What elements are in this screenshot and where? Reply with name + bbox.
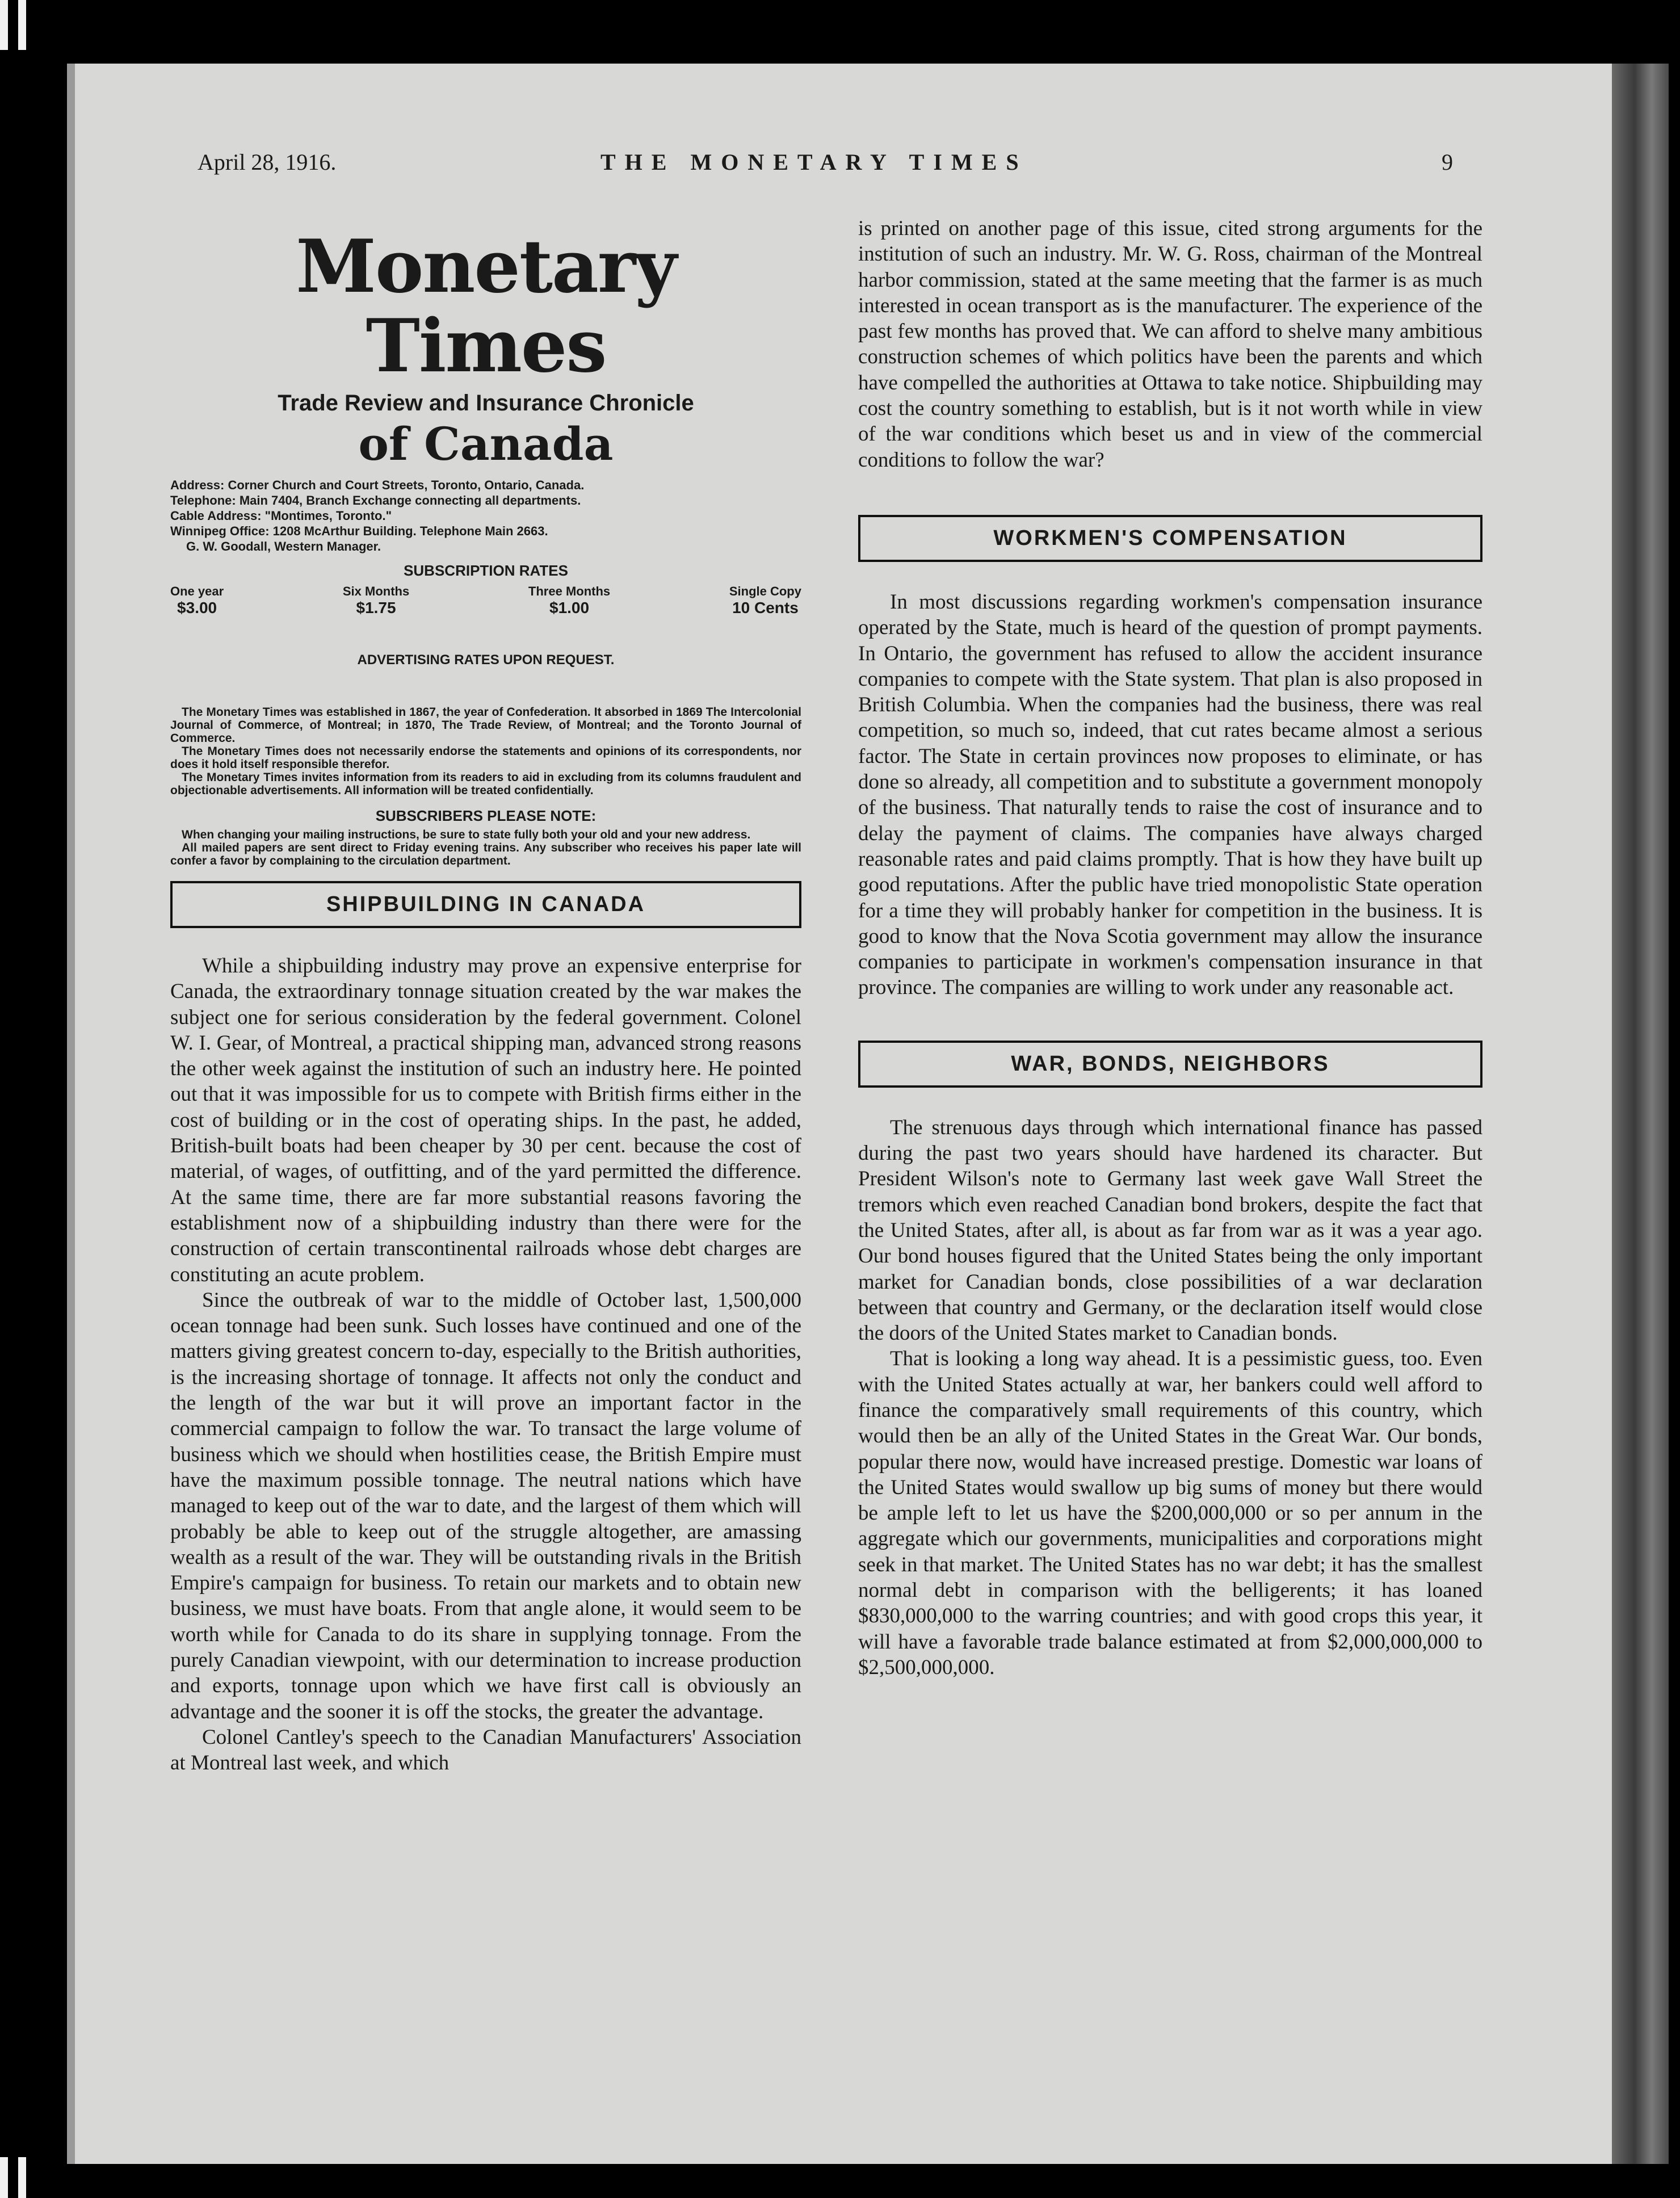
running-head-title: THE MONETARY TIMES <box>600 149 1028 175</box>
article-paragraph: While a shipbuilding industry may prove an expensive enterprise for Canada, the extraordinary tonnage situation created by the war makes the subject one for serious consideration by the federal government. Colonel W. I. Gear, of Montreal, a practical shipping man, advanced strong reasons the other week against the institution of such an industry here. He pointed out that it was impossible for us to compete with British firms either in the cost of building or in the cost of operating ships. In the past, he added, British-built boats had been cheaper by 30 per cent. because the cost of material, of wages, of outfitting, and of the yard permitted the difference. At the same time, there are far more substantial reasons favoring the establishment now of a shipbuilding industry than there were for the construction of certain transcontinental railroads whose debt charges are constituting an acute problem. <box>170 954 801 1286</box>
rate-six-months <box>343 584 409 617</box>
book-spine <box>1612 64 1669 2164</box>
article-paragraph: That is looking a long way ahead. It is a pessimistic guess, too. Even with the United States actually at war, her bankers could well afford to finance the comparatively small requirements of this country, which would then be an ally of the United States in the Great War. Our bonds, popular there now, would have increased prestige. Domestic war loans of the United States would swallow up big sums of money but there would be ample left to let us have the $200,000,000 or so per annum in the aggregate which our governments, municipalities and corporations might seek in that market. The United States has no war debt; it has the smallest normal debt in comparison with the belligerents; it has loaned $830,000,000 to the warring countries; and with good crops this year, it will have a favorable trade balance estimated at from $2,000,000,000 to $2,500,000,000. <box>858 1347 1482 1679</box>
workmen-article <box>858 589 1482 1001</box>
rate-one-year <box>170 584 224 617</box>
subscription-rates <box>170 584 801 617</box>
masthead-subtitle: Trade Review and Insurance Chronicle <box>278 391 694 416</box>
advertising-note: ADVERTISING RATES UPON REQUEST. <box>357 652 615 668</box>
article-paragraph: Since the outbreak of war to the middle of October last, 1,500,000 ocean tonnage had been sunk. Such losses have continued and one of the matters giving greatest concern to-day, especially to the British authorities, is the increasing shortage of tonnage. It affects not only the conduct and the length of the war but it will prove an important factor in the commercial campaign to follow the war. To transact the large volume of business which we should when hostilities cease, the British Empire must have the maximum possible tonnage. The neutral nations which have managed to keep out of the war to date, and the largest of them which will probably be able to keep out of the struggle altogether, are amassing wealth as a result of the war. They will be outstanding rivals in the British Empire's campaign for business. To retain our markets and to obtain new business, we must have boats. From that angle alone, it would seem to be worth while for Canada to do its share in supplying tonnage. From the purely Canadian viewpoint, with our determination to increase production and exports, tonnage upon which we have first call is obviously an advantage and the sooner it is off the stocks, the greater the advantage. <box>170 1288 801 1723</box>
rate-value: 10 Cents <box>732 599 799 616</box>
right-column <box>858 216 1482 1680</box>
article-paragraph: In most discussions regarding workmen's compensation insurance operated by the State, much is heard of the question of prompt payments. In Ontario, the government has refused to allow the accident insurance companies to compete with the State system. That plan is also proposed in British Columbia. When the companies had the business, there was real competition, so much so, indeed, that cut rates became almost a serious factor. The State in certain provinces now proposes to eliminate, or has done so already, all competition and to substitute a government monopoly of the business. That naturally tends to raise the cost of insurance and to delay the payment of claims. The companies have always charged reasonable rates and paid claims promptly. That is how they have built up good reputations. After the public have tried monopolistic State operation for a time they will probably hanker for competition in the business. It is good to know that the Nova Scotia government may allow the insurance companies to participate in workmen's compensation insurance in that province. The companies are willing to work under any reasonable act. <box>858 590 1482 1000</box>
subscriber-note: All mailed papers are sent direct to Friday evening trains. Any subscriber who receives his paper late will confer a favor by complaining to the circulation department. <box>170 841 801 867</box>
publication-notices <box>170 706 801 797</box>
page-left-edge <box>67 64 75 2164</box>
film-mark-top-2 <box>18 0 26 50</box>
running-head-date: April 28, 1916. <box>198 149 337 175</box>
shipbuilding-continuation <box>858 216 1482 473</box>
workmen-heading: WORKMEN'S COMPENSATION <box>858 515 1482 562</box>
rate-single-copy <box>729 584 801 617</box>
page-number: 9 <box>1442 149 1453 175</box>
rate-value: $1.00 <box>549 599 590 616</box>
masthead-subtitle2: of Canada <box>358 417 614 471</box>
article-paragraph: The strenuous days through which international finance has passed during the past two years should have hardened its character. But President Wilson's note to Germany last week gave Wall Street the tremors which even reached Canadian bond brokers, despite the fact that the United States, after all, is about as far from war as it was a year ago. Our bond houses figured that the United States being the only important market for Canadian bonds, close possibilities of a war declaration between that country and Germany, or the declaration itself would close the doors of the United States market to Canadian bonds. <box>858 1115 1482 1345</box>
notice-paragraph: The Monetary Times invites information from its readers to aid in excluding from its columns fraudulent and objectionable advertisements. All information will be treated confidentially. <box>170 771 801 797</box>
article-paragraph: is printed on another page of this issue, cited strong arguments for the institution of such an industry. Mr. W. G. Ross, chairman of the Montreal harbor commission, stated at the same meeting that the farmer is as much interested in ocean transport as is the manufacturer. The experience of the past few months has proved that. We can afford to shelve many ambitious construction schemes of which politics have been the parents and which have compelled the authorities at Ottawa to take notice. Shipbuilding may cost the country something to establish, but is it not worth while in view of the war conditions which beset us and in view of the commercial conditions to follow the war? <box>858 217 1482 472</box>
manager-line: G. W. Goodall, Western Manager. <box>186 539 381 553</box>
subscription-heading: SUBSCRIPTION RATES <box>404 562 568 579</box>
notice-paragraph: The Monetary Times does not necessarily endorse the statements and opinions of its correspondents, nor does it hold itself responsible therefor. <box>170 745 801 771</box>
subscriber-notes <box>170 828 801 867</box>
masthead-title: Monetary Times <box>296 224 676 389</box>
address-line: Address: Corner Church and Court Streets, Toronto, Ontario, Canada. <box>170 478 585 492</box>
film-mark-top-1 <box>0 0 8 50</box>
rate-value: $3.00 <box>177 599 217 616</box>
telephone-line: Telephone: Main 7404, Branch Exchange connecting all departments. <box>170 493 581 507</box>
subscribers-heading: SUBSCRIBERS PLEASE NOTE: <box>375 807 597 824</box>
rate-label: Single Copy <box>729 584 801 598</box>
rate-label: Six Months <box>342 584 410 598</box>
left-column <box>170 216 801 1776</box>
war-bonds-article <box>858 1115 1482 1681</box>
subscriber-note: When changing your mailing instructions, be sure to state fully both your old and your new address. <box>182 828 751 841</box>
article-paragraph: Colonel Cantley's speech to the Canadian Manufacturers' Association at Montreal last week, and which <box>170 1725 801 1775</box>
winnipeg-line: Winnipeg Office: 1208 McArthur Building. Telephone Main 2663. <box>170 524 548 538</box>
shipbuilding-article <box>170 953 801 1776</box>
rate-label: Three Months <box>528 584 611 598</box>
notice-paragraph: The Monetary Times was established in 1867, the year of Confederation. It absorbed in 1869 The Intercolonial Journal of Commerce, of Montreal; in 1870, The Trade Review, of Montreal; and the Toronto Journal of Commerce. <box>170 706 801 745</box>
rate-value: $1.75 <box>356 599 396 616</box>
address-block <box>170 477 801 554</box>
film-mark-bottom-1 <box>0 2157 8 2198</box>
war-bonds-heading: WAR, BONDS, NEIGHBORS <box>858 1041 1482 1088</box>
rate-label: One year <box>170 584 224 598</box>
rate-three-months <box>528 584 610 617</box>
shipbuilding-heading: SHIPBUILDING IN CANADA <box>170 881 801 928</box>
film-mark-bottom-2 <box>18 2157 26 2198</box>
cable-line: Cable Address: "Montimes, Toronto." <box>170 509 392 523</box>
